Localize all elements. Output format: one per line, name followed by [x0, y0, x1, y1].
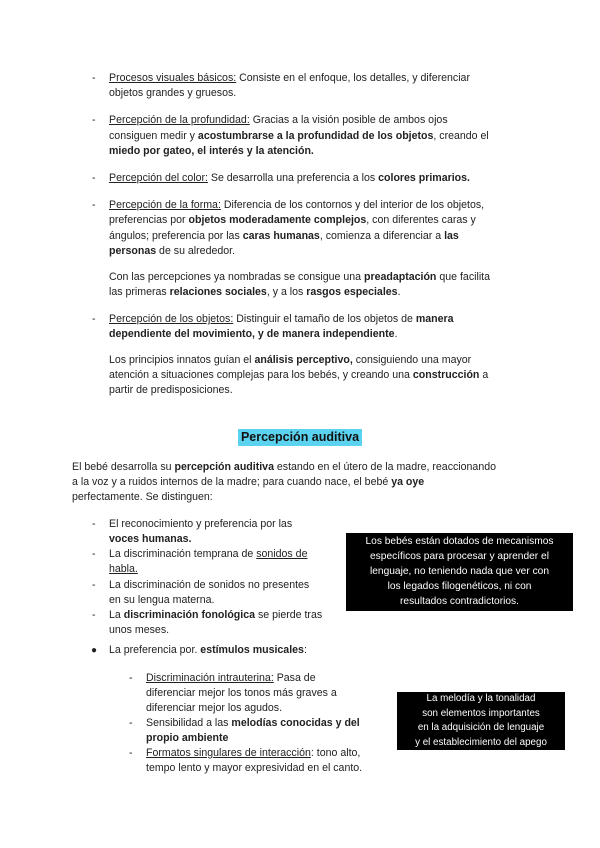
item-objects-line2: dependiente del movimiento, y de manera independiente. [109, 328, 398, 340]
hearing-item-1-line2: voces humanas. [109, 533, 192, 545]
list-dash: - [129, 747, 133, 759]
paragraph-principles-line3: partir de predisposiciones. [109, 384, 233, 396]
hearing-item-4-line1: La discriminación fonológica se pierde tras [109, 609, 323, 621]
item-depth-line1: Percepción de la profundidad: Gracias a la visión posible de ambos ojos [109, 114, 448, 126]
item-form-line1: Percepción de la forma: Diferencia de los contornos y del interior de los objetos, [109, 199, 485, 211]
item-title: Percepción de la profundidad: [109, 114, 250, 126]
item-processes-line1: Procesos visuales básicos: Consiste en el enfoque, los detalles, y diferenciar [109, 72, 470, 84]
callout-line: lenguaje, no teniendo nada que ver con [370, 566, 549, 577]
music-sub-1-line1: Discriminación intrauterina: Pasa de [146, 672, 316, 684]
callout-line: Los bebés están dotados de mecanismos [365, 536, 554, 547]
callout-line: son elementos importantes [422, 707, 540, 719]
section-heading-wrap [0, 428, 600, 446]
item-color-line1: Percepción del color: Se desarrolla una preferencia a los colores primarios. [109, 172, 470, 184]
callout-line: los legados filogenéticos, ni con [387, 581, 532, 592]
paragraph-principles-line2: atención a situaciones complejas para los bebés, y creando una construcción a [109, 369, 489, 381]
callout-mechanisms [346, 533, 573, 611]
music-sub-2-line1: Sensibilidad a las melodías conocidas y del [146, 717, 360, 729]
callout-line: resultados contradictorios. [400, 596, 519, 607]
item-objects-line1: Percepción de los objetos: Distinguir el tamaño de los objetos de manera [109, 313, 454, 325]
list-dash: - [92, 548, 96, 560]
item-depth-line2: consiguen medir y acostumbrarse a la profundidad de los objetos, creando el [109, 130, 489, 142]
item-form-line2: preferencias por objetos moderadamente complejos, con diferentes caras y [109, 214, 476, 226]
list-dash: - [92, 579, 96, 591]
item-depth-line3: miedo por gateo, el interés y la atención. [109, 145, 314, 157]
paragraph-preadaptation-line1: Con las percepciones ya nombradas se consigue una preadaptación que facilita [109, 271, 491, 283]
hearing-item-2-line2: habla. [109, 563, 138, 575]
callout-line: La melodía y la tonalidad [426, 693, 536, 704]
callout-line: y el establecimiento del apego [415, 736, 547, 748]
item-title: Procesos visuales básicos: [109, 72, 237, 84]
list-dash: - [129, 672, 133, 684]
list-dash: - [92, 313, 96, 325]
section-heading: Percepción auditiva [238, 429, 362, 446]
intro-line1: El bebé desarrolla su percepción auditiva estando en el útero de la madre, reaccionando [72, 461, 496, 473]
item-title: Percepción de la forma: [109, 199, 221, 211]
hearing-item-3-line2: en su lengua materna. [109, 594, 215, 606]
bullet-dot: ● [91, 645, 98, 656]
paragraph-principles-line1: Los principios innatos guían el análisis perceptivo, consiguiendo una mayor [109, 354, 472, 366]
list-dash: - [92, 609, 96, 621]
music-preference-line: La preferencia por. estímulos musicales: [109, 644, 307, 656]
hearing-item-3-line1: La discriminación de sonidos no presentes [109, 579, 310, 591]
hearing-item-2-line1: La discriminación temprana de sonidos de [109, 548, 308, 560]
hearing-item-4-line2: unos meses. [109, 624, 170, 636]
paragraph-preadaptation-line2: las primeras relaciones sociales, y a los rasgos especiales. [109, 286, 401, 298]
item-form-line4: personas de su alrededor. [109, 245, 236, 257]
callout-line: en la adquisición de lenguaje [417, 722, 545, 733]
callout-line: específicos para procesar y aprender el [370, 551, 549, 562]
list-dash: - [92, 172, 96, 184]
music-sub-3-line1: Formatos singulares de interacción: tono alto, [146, 747, 361, 759]
music-sub-3-line2: tempo lento y mayor expresividad en el canto. [146, 762, 363, 774]
item-processes-line2: objetos grandes y gruesos. [109, 87, 237, 99]
music-sub-2-line2: propio ambiente [146, 732, 229, 744]
list-dash: - [92, 114, 96, 126]
list-dash: - [92, 199, 96, 211]
item-form-line3: ángulos; preferencia por las caras humanas, comienza a diferenciar a las [109, 230, 459, 242]
list-dash: - [92, 518, 96, 530]
music-sub-1-line2: diferenciar mejor los tonos más graves a [146, 687, 337, 699]
intro-line3: perfectamente. Se distinguen: [72, 491, 213, 503]
callout-melody [397, 692, 565, 750]
list-dash: - [92, 72, 96, 84]
item-title: Percepción de los objetos: [109, 313, 234, 325]
music-sub-1-line3: diferenciar mejor los agudos. [146, 702, 283, 714]
intro-line2: a la voz y a ruidos internos de la madre; para cuando nace, el bebé ya oye [72, 476, 425, 488]
item-title: Percepción del color: [109, 172, 208, 184]
list-dash: - [129, 717, 133, 729]
hearing-item-1-line1: El reconocimiento y preferencia por las [109, 518, 293, 530]
